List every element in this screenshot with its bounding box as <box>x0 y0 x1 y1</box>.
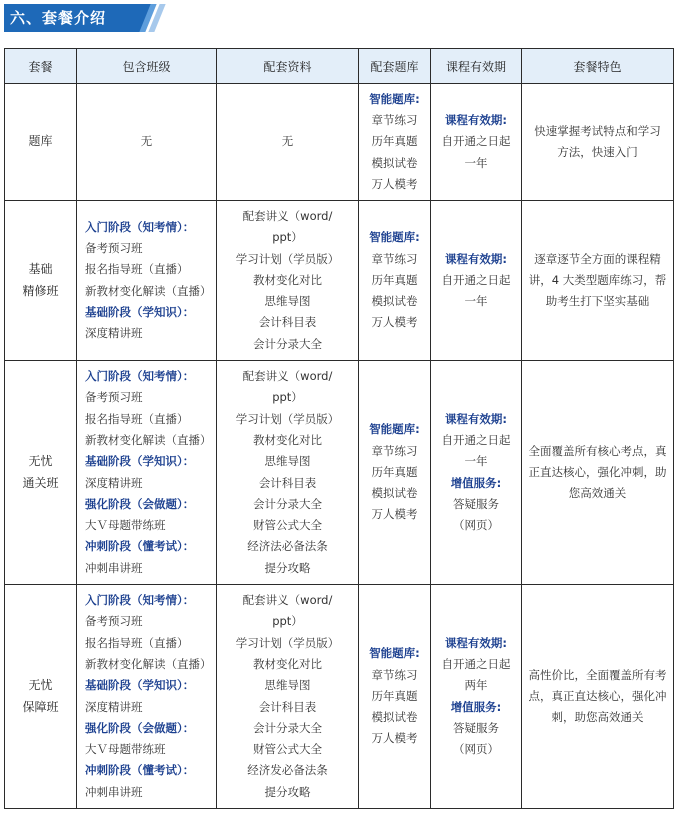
stage-heading: 入门阶段（知考情）： <box>85 593 195 608</box>
feature-cell <box>522 585 674 809</box>
package-table <box>4 48 674 809</box>
feature-cell <box>522 201 674 361</box>
feature-line: 逐章逐节全方面的课程精 <box>534 251 661 266</box>
class-item: 新教材变化解读（直播） <box>85 283 212 298</box>
question-bank-item: 万人模考 <box>371 176 418 191</box>
table-row <box>5 585 674 809</box>
classes-cell <box>77 361 217 585</box>
question-bank-cell <box>359 201 431 361</box>
package-name-cell <box>5 585 77 809</box>
service-heading: 增值服务: <box>450 475 502 490</box>
material-item: ppt） <box>272 230 303 245</box>
class-item: 深度精讲班 <box>85 326 143 341</box>
column-header: 课程有效期 <box>431 49 522 84</box>
question-bank-item: 章节练习 <box>371 667 418 682</box>
class-item: 新教材变化解读（直播） <box>85 656 212 671</box>
column-header: 包含班级 <box>77 49 217 84</box>
feature-line: 讲，4 大类型题库练习，帮 <box>528 272 667 287</box>
materials-cell <box>217 585 359 809</box>
material-item: 配套讲义（word/ <box>242 369 333 384</box>
material-item: 会计科目表 <box>258 699 317 714</box>
package-name: 无忧 <box>28 678 53 693</box>
package-name-cell <box>5 201 77 361</box>
section-header <box>4 4 156 32</box>
material-item: 学习计划（学员版） <box>235 251 340 266</box>
feature-line: 正直达核心，强化冲刺，助 <box>528 464 667 479</box>
validity-heading: 课程有效期: <box>444 411 508 426</box>
question-bank-heading: 智能题库: <box>369 230 420 245</box>
material-item: 思维导图 <box>264 454 311 469</box>
feature-line: 您高效通关 <box>568 486 627 501</box>
package-name-cell <box>5 361 77 585</box>
stage-heading: 入门阶段（知考情）： <box>85 219 195 234</box>
class-item: 大Ｖ母题带练班 <box>85 742 166 757</box>
material-item: 提分攻略 <box>264 560 311 575</box>
table-row <box>5 201 674 361</box>
question-bank-cell <box>359 361 431 585</box>
validity-line: 自开通之日起 <box>441 272 511 287</box>
package-name: 基础 <box>28 262 53 277</box>
class-item: 新教材变化解读（直播） <box>85 432 212 447</box>
question-bank-cell <box>359 585 431 809</box>
package-name: 保障班 <box>22 699 59 714</box>
question-bank-item: 万人模考 <box>371 731 418 746</box>
column-header: 套餐特色 <box>522 49 674 84</box>
question-bank-item: 模拟试卷 <box>371 294 418 309</box>
materials-cell <box>217 201 359 361</box>
material-item: 教材变化对比 <box>253 432 322 447</box>
material-item: 会计分录大全 <box>253 720 322 735</box>
class-item: 备考预习班 <box>85 390 143 405</box>
material-item: 会计科目表 <box>258 315 317 330</box>
stage-heading: 冲刺阶段（懂考试）： <box>85 539 195 554</box>
stage-heading: 基础阶段（学知识）： <box>85 454 195 469</box>
validity-line: 一年 <box>464 155 488 170</box>
materials-cell <box>217 361 359 585</box>
material-item: 提分攻略 <box>264 784 311 799</box>
material-item: 会计分录大全 <box>253 496 322 511</box>
material-item: 学习计划（学员版） <box>235 635 340 650</box>
feature-line: 刺，助您高效通关 <box>551 710 644 725</box>
classes-cell <box>77 84 217 201</box>
stage-heading: 入门阶段（知考情）： <box>85 369 195 384</box>
question-bank-item: 模拟试卷 <box>371 710 418 725</box>
table-header-row <box>5 49 674 84</box>
feature-line: 方法，快速入门 <box>557 145 638 159</box>
question-bank-cell <box>359 84 431 201</box>
material-item: 财管公式大全 <box>253 742 322 757</box>
validity-heading: 课程有效期: <box>444 113 508 128</box>
validity-line: 两年 <box>464 678 488 693</box>
validity-line: 自开通之日起 <box>441 134 511 149</box>
material-item: 配套讲义（word/ <box>242 208 333 223</box>
feature-line: 高性价比，全面覆盖所有考 <box>528 667 667 682</box>
validity-line: 一年 <box>464 294 488 309</box>
table-row <box>5 361 674 585</box>
question-bank-item: 万人模考 <box>371 507 418 522</box>
material-item: 经济法必备法条 <box>247 539 328 554</box>
column-header: 配套资料 <box>217 49 359 84</box>
material-item: ppt） <box>272 614 303 629</box>
material-item: 会计分录大全 <box>253 336 322 351</box>
material-item: 教材变化对比 <box>253 656 322 671</box>
material-item: ppt） <box>272 390 303 405</box>
stage-heading: 基础阶段（学知识）： <box>85 678 195 693</box>
stage-heading: 冲刺阶段（懂考试）： <box>85 763 195 778</box>
stage-heading: 基础阶段（学知识）： <box>85 304 195 319</box>
classes-none: 无 <box>140 134 153 149</box>
class-item: 报名指导班（直播） <box>85 635 189 650</box>
validity-line: 自开通之日起 <box>441 656 511 671</box>
material-item: 思维导图 <box>264 294 311 309</box>
question-bank-heading: 智能题库: <box>369 422 420 437</box>
material-item: 教材变化对比 <box>253 272 322 287</box>
feature-cell <box>522 361 674 585</box>
package-name-cell <box>5 84 77 201</box>
validity-line: 自开通之日起 <box>441 432 511 447</box>
material-item: 经济发必备法条 <box>247 763 328 778</box>
package-name: 通关班 <box>22 475 59 490</box>
question-bank-heading: 智能题库: <box>369 646 420 661</box>
class-item: 报名指导班（直播） <box>85 411 189 426</box>
service-line: 答疑服务 <box>453 720 499 735</box>
service-line: 答疑服务 <box>453 496 499 511</box>
material-item: 学习计划（学员版） <box>235 411 340 426</box>
service-heading: 增值服务: <box>450 699 502 714</box>
class-item: 冲刺串讲班 <box>85 560 143 575</box>
class-item: 大Ｖ母题带练班 <box>85 518 166 533</box>
column-header: 套餐 <box>5 49 77 84</box>
class-item: 深度精讲班 <box>85 475 143 490</box>
class-item: 冲刺串讲班 <box>85 784 143 799</box>
package-name: 题库 <box>28 134 53 149</box>
section-title: 六、套餐介绍 <box>10 9 107 27</box>
question-bank-heading: 智能题库: <box>369 91 420 106</box>
material-item: 配套讲义（word/ <box>242 593 333 608</box>
material-item: 会计科目表 <box>258 475 317 490</box>
package-name: 精修班 <box>22 283 59 298</box>
validity-line: 一年 <box>464 454 488 469</box>
question-bank-item: 模拟试卷 <box>371 486 418 501</box>
feature-line: 点，真正直达核心，强化冲 <box>528 688 667 703</box>
feature-cell <box>522 84 674 201</box>
stage-heading: 强化阶段（会做题）： <box>85 496 195 511</box>
classes-cell <box>77 585 217 809</box>
service-line: （网页） <box>453 518 499 533</box>
question-bank-item: 章节练习 <box>371 443 418 458</box>
validity-cell <box>431 201 522 361</box>
class-item: 深度精讲班 <box>85 699 143 714</box>
material-item: 思维导图 <box>264 678 311 693</box>
question-bank-item: 历年真题 <box>371 134 418 149</box>
validity-cell <box>431 84 522 201</box>
question-bank-item: 模拟试卷 <box>371 155 418 170</box>
materials-none: 无 <box>281 134 294 149</box>
column-header: 配套题库 <box>359 49 431 84</box>
feature-line: 助考生打下坚实基础 <box>545 294 650 309</box>
materials-cell <box>217 84 359 201</box>
service-line: （网页） <box>453 742 499 757</box>
validity-heading: 课程有效期: <box>444 635 508 650</box>
package-name: 无忧 <box>28 454 53 469</box>
stage-heading: 强化阶段（会做题）： <box>85 720 195 735</box>
question-bank-item: 历年真题 <box>371 272 418 287</box>
class-item: 备考预习班 <box>85 240 143 255</box>
validity-heading: 课程有效期: <box>444 251 508 266</box>
feature-line: 快速掌握考试特点和学习 <box>534 123 661 138</box>
table-row <box>5 84 674 201</box>
material-item: 财管公式大全 <box>253 518 322 533</box>
validity-cell <box>431 361 522 585</box>
validity-cell <box>431 585 522 809</box>
question-bank-item: 万人模考 <box>371 315 418 330</box>
question-bank-item: 历年真题 <box>371 688 418 703</box>
feature-line: 全面覆盖所有核心考点，真 <box>528 443 667 458</box>
class-item: 报名指导班（直播） <box>85 262 189 277</box>
classes-cell <box>77 201 217 361</box>
question-bank-item: 历年真题 <box>371 464 418 479</box>
question-bank-item: 章节练习 <box>371 113 418 128</box>
class-item: 备考预习班 <box>85 614 143 629</box>
question-bank-item: 章节练习 <box>371 251 418 266</box>
